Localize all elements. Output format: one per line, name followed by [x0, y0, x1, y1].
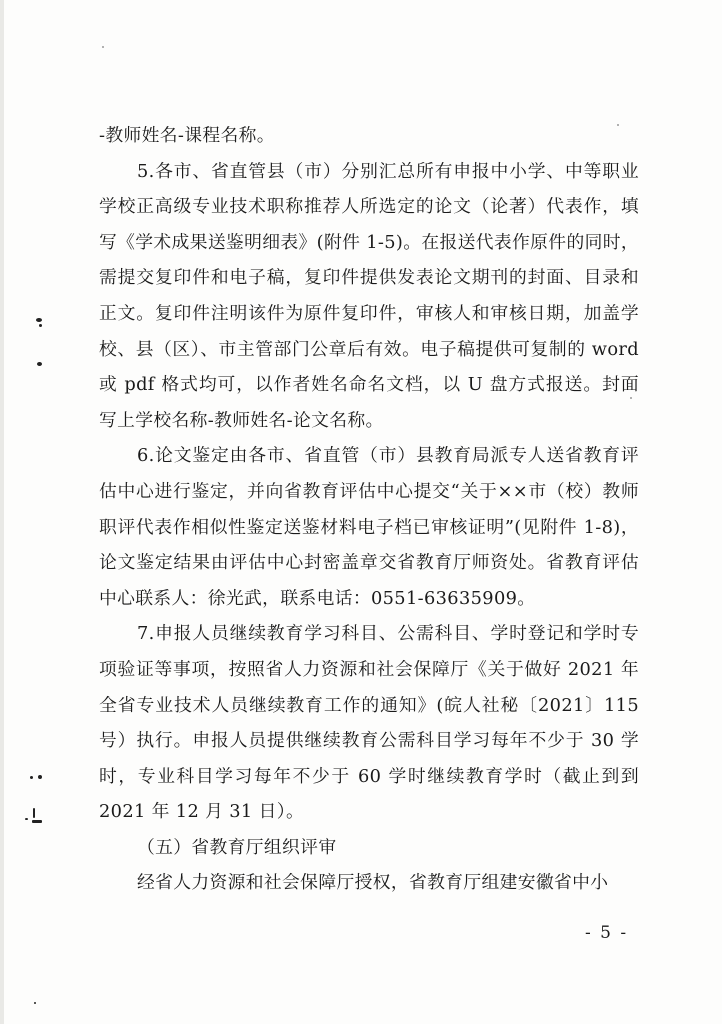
paragraph-item-6: 6.论文鉴定由各市、省直管（市）县教育局派专人送省教育评估中心进行鉴定，并向省教育评估中心提交“关于××市（校）教师职评代表作相似性鉴定送鉴材料电子档已审核证明”(见附件 1-8)，论文鉴定结果由评估中心封密盖章交省教育厅师资处。省教育评估中心联系人：徐光武，联系电话：0551-63635909。	[99, 445, 639, 609]
scan-speck	[37, 362, 42, 366]
scan-speck	[102, 46, 104, 48]
scan-speck	[34, 1002, 36, 1004]
scan-speck	[25, 818, 28, 820]
paragraph-item-7: 7.申报人员继续教育学习科目、公需科目、学时登记和学时专项验证等事项，按照省人力资源和社会保障厅《关于做好 2021 年全省专业技术人员继续教育工作的通知》(皖人社秘〔2021〕115 号）执行。申报人员提供继续教育公需科目学习每年不少于 30 学时，专业科目学习每年不少于 60 学时继续教育学时（截止到到 2021 年 12 月 31 日）。	[99, 623, 639, 823]
scan-edge-shadow	[0, 0, 4, 1024]
scan-speck	[32, 820, 42, 823]
page-number: - 5 -	[585, 923, 629, 943]
scan-speck	[30, 776, 33, 779]
section-heading-5: （五）省教育厅组织评审	[137, 836, 337, 858]
scan-speck	[36, 318, 42, 322]
scan-speck	[630, 397, 632, 399]
scan-speck	[617, 124, 619, 126]
scan-speck	[39, 324, 42, 327]
paragraph-item-5: 5.各市、省直管县（市）分别汇总所有申报中小学、中等职业学校正高级专业技术职称推荐人所选定的论文（论著）代表作，填写《学术成果送鉴明细表》(附件 1-5)。在报送代表作原件的同时，需提交复印件和电子稿，复印件提供发表论文期刊的封面、目录和正文。复印件注明该件为原件复印件，审核人和审核日期，加盖学校、县（区）、市主管部门公章后有效。电子稿提供可复制的 word 或 pdf 格式均可，以作者姓名命名文档，以 U 盘方式报送。封面写上学校名称-教师姓名-论文名称。	[99, 160, 639, 431]
body-text	[99, 118, 639, 901]
paragraph-section-5: 经省人力资源和社会保障厅授权，省教育厅组建安徽省中小	[137, 872, 609, 894]
paragraph-continuation: -教师姓名-课程名称。	[99, 125, 275, 146]
scan-speck	[38, 775, 42, 779]
scan-speck	[33, 808, 35, 818]
